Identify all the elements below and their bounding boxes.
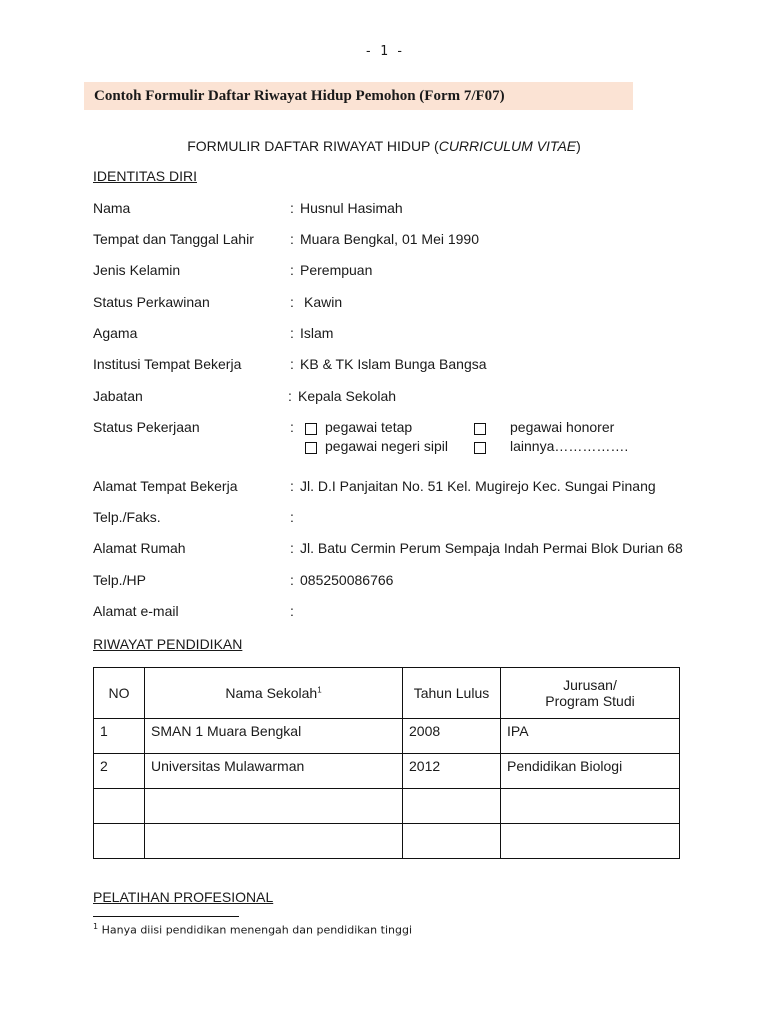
table-row [94, 789, 680, 824]
table-row [94, 719, 680, 754]
value-agama: Islam [300, 325, 334, 341]
label-jabatan: Jabatan [93, 388, 143, 404]
option-pegawai-negeri-sipil: pegawai negeri sipil [325, 438, 448, 454]
colon: : [290, 478, 294, 494]
education-table [93, 667, 680, 859]
label-telp-hp: Telp./HP [93, 572, 146, 588]
cell-major [501, 824, 680, 859]
cell-no: 2 [94, 754, 145, 789]
label-alamat-tempat-bekerja: Alamat Tempat Bekerja [93, 478, 238, 494]
cell-school [145, 824, 403, 859]
cell-school: SMAN 1 Muara Bengkal [145, 719, 403, 754]
cell-school [145, 789, 403, 824]
cell-year [403, 789, 501, 824]
label-telp-faks: Telp./Faks. [93, 509, 161, 525]
form-title-suffix: ) [576, 138, 581, 154]
checkbox-lainnya[interactable] [474, 442, 486, 454]
cell-year: 2012 [403, 754, 501, 789]
value-status-perkawinan: Kawin [304, 294, 343, 310]
label-status-pekerjaan: Status Pekerjaan [93, 419, 200, 435]
label-alamat-email: Alamat e-mail [93, 603, 179, 619]
colon: : [290, 419, 294, 435]
colon: : [290, 325, 294, 341]
colon: : [290, 603, 294, 619]
header-major [501, 668, 680, 719]
form-banner-text: Contoh Formulir Daftar Riwayat Hidup Pemohon (Form 7/F07) [94, 88, 505, 104]
cell-major: IPA [501, 719, 680, 754]
colon: : [290, 540, 294, 556]
colon: : [290, 231, 294, 247]
cell-major: Pendidikan Biologi [501, 754, 680, 789]
value-jenis-kelamin: Perempuan [300, 262, 373, 278]
value-nama: Husnul Hasimah [300, 200, 403, 216]
cell-no [94, 824, 145, 859]
cell-year: 2008 [403, 719, 501, 754]
value-telp-hp: 085250086766 [300, 572, 394, 588]
header-no: NO [94, 668, 145, 719]
cell-no: 1 [94, 719, 145, 754]
header-school [145, 668, 403, 719]
colon: : [290, 509, 294, 525]
form-title-prefix: FORMULIR DAFTAR RIWAYAT HIDUP ( [187, 138, 439, 154]
colon: : [288, 388, 292, 404]
footnote-ref: 1 [317, 685, 322, 695]
footnote-mark: 1 [93, 922, 99, 931]
table-row [94, 754, 680, 789]
cell-no [94, 789, 145, 824]
form-title [0, 138, 768, 154]
value-jabatan: Kepala Sekolah [298, 388, 397, 404]
label-alamat-rumah: Alamat Rumah [93, 540, 186, 556]
header-year: Tahun Lulus [403, 668, 501, 719]
footnote-text: Hanya diisi pendidikan menengah dan pendidikan tinggi [98, 923, 413, 937]
form-title-italic: CURRICULUM VITAE [438, 138, 577, 154]
checkbox-pegawai-honorer[interactable] [474, 423, 486, 435]
colon: : [290, 200, 294, 216]
colon: : [290, 356, 294, 372]
colon: : [290, 572, 294, 588]
page-number: - 1 - [364, 44, 404, 59]
option-pegawai-honorer: pegawai honorer [510, 419, 615, 435]
header-major-line2: Program Studi [545, 693, 635, 709]
option-lainnya: lainnya……………. [510, 438, 629, 454]
section-heading-training: PELATIHAN PROFESIONAL [93, 889, 274, 905]
option-pegawai-tetap: pegawai tetap [325, 419, 413, 435]
header-major-line1: Jurusan/ [563, 677, 617, 693]
value-institusi: KB & TK Islam Bunga Bangsa [300, 356, 487, 372]
table-header-row [94, 668, 680, 719]
footnote [93, 922, 412, 937]
label-institusi: Institusi Tempat Bekerja [93, 356, 242, 372]
table-row [94, 824, 680, 859]
label-jenis-kelamin: Jenis Kelamin [93, 262, 181, 278]
footnote-divider [93, 916, 239, 917]
checkbox-pegawai-tetap[interactable] [305, 423, 317, 435]
colon: : [290, 294, 294, 310]
section-heading-education: RIWAYAT PENDIDIKAN [93, 636, 243, 652]
cell-year [403, 824, 501, 859]
value-alamat-tempat-bekerja: Jl. D.I Panjaitan No. 51 Kel. Mugirejo Kec. Sungai Pinang [300, 478, 656, 494]
label-status-perkawinan: Status Perkawinan [93, 294, 210, 310]
form-banner [84, 82, 633, 110]
cell-school: Universitas Mulawarman [145, 754, 403, 789]
section-heading-identity: IDENTITAS DIRI [93, 168, 197, 184]
label-tempat-tanggal-lahir: Tempat dan Tanggal Lahir [93, 231, 254, 247]
label-nama: Nama [93, 200, 131, 216]
header-school-label: Nama Sekolah [225, 685, 318, 701]
colon: : [290, 262, 294, 278]
value-alamat-rumah: Jl. Batu Cermin Perum Sempaja Indah Permai Blok Durian 68 [300, 540, 683, 556]
label-agama: Agama [93, 325, 138, 341]
value-tempat-tanggal-lahir: Muara Bengkal, 01 Mei 1990 [300, 231, 479, 247]
checkbox-pegawai-negeri-sipil[interactable] [305, 442, 317, 454]
cell-major [501, 789, 680, 824]
